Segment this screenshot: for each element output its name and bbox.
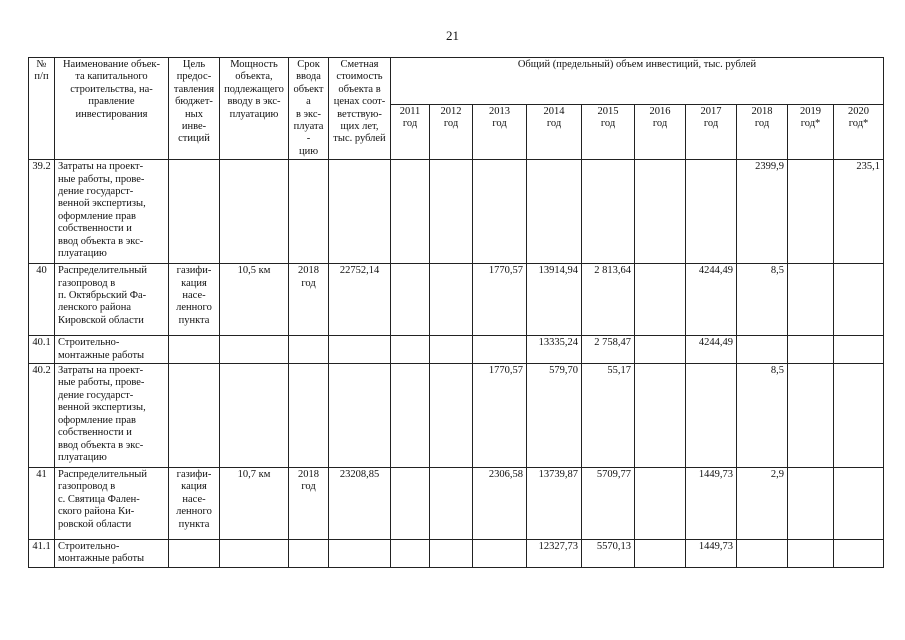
cell-year-value: 13914,94 (527, 264, 582, 336)
cell-year-value (686, 160, 737, 264)
cell-deadline: 2018 год (289, 264, 329, 336)
cell-num: 41.1 (29, 540, 55, 568)
header-year: 2011 год (391, 104, 430, 159)
cell-year-value (635, 468, 686, 540)
cell-estimated-cost: 22752,14 (329, 264, 391, 336)
cell-year-value (391, 468, 430, 540)
cell-year-value: 2 758,47 (582, 336, 635, 364)
cell-year-value (834, 264, 884, 336)
header-year: 2020 год* (834, 104, 884, 159)
cell-year-value: 235,1 (834, 160, 884, 264)
cell-num: 39.2 (29, 160, 55, 264)
cell-year-value (430, 264, 473, 336)
cell-deadline (289, 540, 329, 568)
header-capacity: Мощность объекта, подлежащего вводу в экс- плуатацию (220, 58, 289, 160)
cell-estimated-cost (329, 336, 391, 364)
cell-purpose (169, 364, 220, 468)
cell-capacity (220, 160, 289, 264)
cell-year-value (430, 540, 473, 568)
cell-num: 40.1 (29, 336, 55, 364)
cell-purpose (169, 160, 220, 264)
cell-year-value (788, 264, 834, 336)
cell-estimated-cost: 23208,85 (329, 468, 391, 540)
cell-estimated-cost (329, 540, 391, 568)
cell-name: Распределительный газопровод в с. Святица Фален- ского района Ки- ровской области (55, 468, 169, 540)
cell-year-value (391, 264, 430, 336)
page-number: 21 (446, 28, 459, 43)
cell-year-value (391, 336, 430, 364)
header-year: 2017 год (686, 104, 737, 159)
investment-table (28, 57, 884, 568)
cell-num: 41 (29, 468, 55, 540)
table-row (29, 364, 884, 468)
header-year: 2012 год (430, 104, 473, 159)
cell-num: 40 (29, 264, 55, 336)
header-year: 2014 год (527, 104, 582, 159)
cell-year-value: 13335,24 (527, 336, 582, 364)
cell-year-value (527, 160, 582, 264)
cell-deadline (289, 160, 329, 264)
header-year: 2015 год (582, 104, 635, 159)
header-num: № п/п (29, 58, 55, 160)
cell-year-value (737, 336, 788, 364)
cell-deadline (289, 364, 329, 468)
cell-year-value: 1770,57 (473, 264, 527, 336)
cell-year-value (473, 160, 527, 264)
cell-name: Затраты на проект- ные работы, прове- дение государст- венной экспертизы, оформление прав собственности и ввод объекта в экс- плуатацию (55, 364, 169, 468)
cell-year-value: 1770,57 (473, 364, 527, 468)
cell-year-value (788, 468, 834, 540)
cell-year-value (834, 468, 884, 540)
cell-year-value (788, 364, 834, 468)
cell-capacity: 10,7 км (220, 468, 289, 540)
cell-year-value: 2,9 (737, 468, 788, 540)
cell-year-value (391, 160, 430, 264)
cell-deadline (289, 336, 329, 364)
cell-year-value (635, 336, 686, 364)
header-year: 2016 год (635, 104, 686, 159)
cell-year-value: 1449,73 (686, 468, 737, 540)
cell-capacity (220, 336, 289, 364)
cell-purpose (169, 540, 220, 568)
cell-year-value (582, 160, 635, 264)
cell-name: Строительно- монтажные работы (55, 336, 169, 364)
table-row (29, 540, 884, 568)
header-year: 2013 год (473, 104, 527, 159)
cell-estimated-cost (329, 364, 391, 468)
cell-year-value (635, 160, 686, 264)
cell-year-value (635, 364, 686, 468)
cell-year-value: 4244,49 (686, 336, 737, 364)
cell-deadline: 2018 год (289, 468, 329, 540)
cell-capacity (220, 364, 289, 468)
table-row (29, 468, 884, 540)
cell-year-value (430, 468, 473, 540)
cell-year-value (788, 336, 834, 364)
cell-purpose: газифи- кация насе- ленного пункта (169, 468, 220, 540)
header-deadline: Срок ввода объекта в экс- плуата- цию (289, 58, 329, 160)
cell-capacity (220, 540, 289, 568)
cell-year-value: 55,17 (582, 364, 635, 468)
cell-year-value: 12327,73 (527, 540, 582, 568)
cell-year-value (635, 264, 686, 336)
cell-name: Распределительный газопровод в п. Октябрьский Фа- ленского района Кировской области (55, 264, 169, 336)
cell-year-value: 4244,49 (686, 264, 737, 336)
cell-year-value (686, 364, 737, 468)
cell-year-value (788, 540, 834, 568)
header-estimated-cost: Сметная стоимость объекта в ценах соот- ветствую- щих лет, тыс. рублей (329, 58, 391, 160)
cell-year-value: 13739,87 (527, 468, 582, 540)
cell-year-value (737, 540, 788, 568)
cell-year-value: 1449,73 (686, 540, 737, 568)
cell-year-value (834, 336, 884, 364)
cell-year-value (635, 540, 686, 568)
table-row (29, 264, 884, 336)
cell-year-value (834, 364, 884, 468)
cell-year-value: 579,70 (527, 364, 582, 468)
table-row (29, 160, 884, 264)
cell-year-value (391, 540, 430, 568)
cell-year-value (430, 160, 473, 264)
cell-year-value (788, 160, 834, 264)
cell-num: 40.2 (29, 364, 55, 468)
cell-purpose (169, 336, 220, 364)
header-total-investment: Общий (предельный) объем инвестиций, тыс. рублей (391, 58, 884, 105)
cell-year-value: 5570,13 (582, 540, 635, 568)
cell-year-value (473, 336, 527, 364)
cell-year-value: 5709,77 (582, 468, 635, 540)
cell-year-value (473, 540, 527, 568)
cell-year-value: 2306,58 (473, 468, 527, 540)
table-row (29, 336, 884, 364)
cell-year-value (430, 364, 473, 468)
cell-year-value (391, 364, 430, 468)
cell-name: Строительно- монтажные работы (55, 540, 169, 568)
cell-estimated-cost (329, 160, 391, 264)
cell-capacity: 10,5 км (220, 264, 289, 336)
header-year: 2019 год* (788, 104, 834, 159)
cell-purpose: газифи- кация насе- ленного пункта (169, 264, 220, 336)
cell-name: Затраты на проект- ные работы, прове- дение государст- венной экспертизы, оформление прав собственности и ввод объекта в экс- плуатацию (55, 160, 169, 264)
cell-year-value (430, 336, 473, 364)
header-year: 2018 год (737, 104, 788, 159)
header-name: Наименование объек- та капитального строительства, на- правление инвестирования (55, 58, 169, 160)
header-purpose: Цель предос- тавления бюджет- ных инве- стиций (169, 58, 220, 160)
cell-year-value: 8,5 (737, 264, 788, 336)
cell-year-value: 8,5 (737, 364, 788, 468)
cell-year-value (834, 540, 884, 568)
cell-year-value: 2 813,64 (582, 264, 635, 336)
cell-year-value: 2399,9 (737, 160, 788, 264)
